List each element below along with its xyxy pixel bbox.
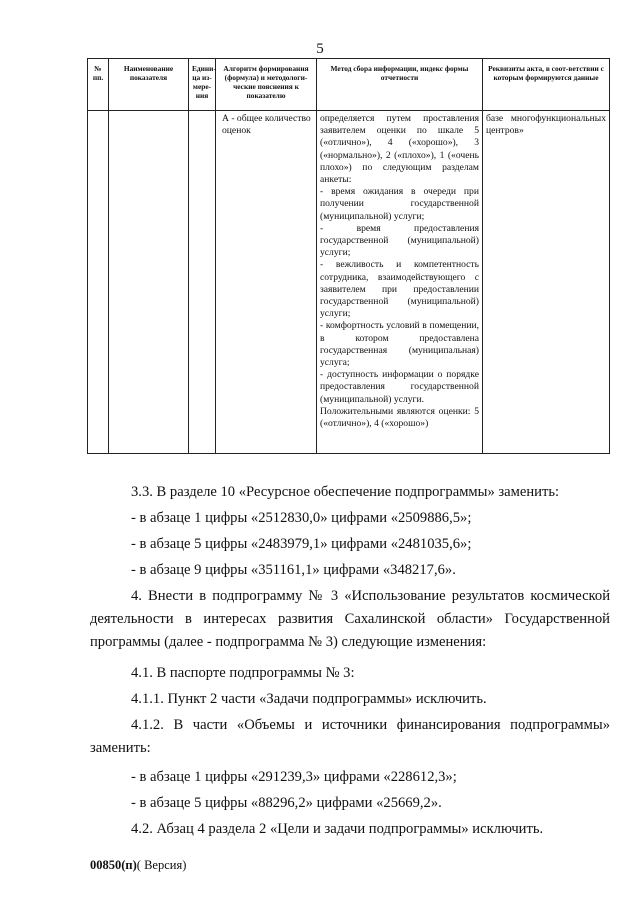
method-line: - комфортность условий в помещении, в котором предоставлена государственная (муниципальная) услуга; xyxy=(320,320,479,369)
table-row xyxy=(88,111,610,454)
header-num: № пп. xyxy=(88,59,109,111)
page-number: 5 xyxy=(316,41,324,57)
method-line: - время ожидания в очереди при получении государственной (муниципальной) услуги; xyxy=(320,186,479,222)
cell-name xyxy=(109,111,189,454)
paragraph: - в абзаце 9 цифры «351161,1» цифрами «348217,6». xyxy=(131,562,456,578)
paragraph: - в абзаце 1 цифры «291239,3» цифрами «228612,3»; xyxy=(131,769,457,785)
table-header-row xyxy=(88,59,610,111)
header-algorithm: Алгоритм формирования (формула) и методологи-ческие пояснения к показателю xyxy=(216,59,317,111)
header-unit: Едини-ца из-мере-ния xyxy=(189,59,216,111)
paragraph: 4.2. Абзац 4 раздела 2 «Цели и задачи подпрограммы» исключить. xyxy=(131,821,544,837)
paragraph: 4.1.2. В части «Объемы и источники финансирования подпрограммы» заменить: xyxy=(90,717,610,756)
paragraph: 4. Внести в подпрограмму № 3 «Использование результатов космической деятельности в интересах развития Сахалинской области» Государственной программы (далее - подпрограмма № 3) следующие изменения: xyxy=(90,588,610,650)
version-label: ( Версия) xyxy=(136,858,187,872)
indicator-table xyxy=(87,58,610,454)
paragraph: 3.3. В разделе 10 «Ресурсное обеспечение подпрограммы» заменить: xyxy=(131,484,560,500)
header-name: Наименование показателя xyxy=(109,59,189,111)
paragraph: - в абзаце 1 цифры «2512830,0» цифрами «2509886,5»; xyxy=(131,510,472,526)
paragraph: 4.1.1. Пункт 2 части «Задачи подпрограммы» исключить. xyxy=(131,691,487,707)
cell-num xyxy=(88,111,109,454)
method-line: определяется путем проставления заявителем оценки по шкале 5 («отлично»), 4 («хорошо»), 3 («нормально»), 2 («плохо»), 1 («очень плохо») по следующим разделам анкеты: xyxy=(320,113,479,186)
header-requisites: Реквизиты акта, в соот-ветствии с которым формируются данные xyxy=(483,59,610,111)
method-line: - доступность информации о порядке предоставления государственной (муниципальной) услуги. xyxy=(320,369,479,405)
cell-unit xyxy=(189,111,216,454)
document-code: 00850(п) xyxy=(90,858,137,872)
header-method: Метод сбора информации, индекс формы отчетности xyxy=(317,59,483,111)
paragraph: - в абзаце 5 цифры «2483979,1» цифрами «2481035,6»; xyxy=(131,536,472,552)
footer xyxy=(90,858,186,873)
cell-method xyxy=(317,111,483,454)
paragraph: - в абзаце 5 цифры «88296,2» цифрами «25669,2». xyxy=(131,795,442,811)
method-line: Положительными являются оценки: 5 («отлично»), 4 («хорошо») xyxy=(320,405,479,430)
paragraph: 4.1. В паспорте подпрограммы № 3: xyxy=(131,665,355,681)
method-line: - время предоставления государственной (муниципальной) услуги; xyxy=(320,222,479,259)
method-line: - вежливость и компетентность сотрудника, взаимодействующего с заявителем при предоставлении государственной (муниципальной) услуги; xyxy=(320,259,479,320)
cell-requisites: базе многофункциональных центров» xyxy=(483,111,610,454)
cell-algorithm: А - общее количество оценок xyxy=(216,111,317,454)
